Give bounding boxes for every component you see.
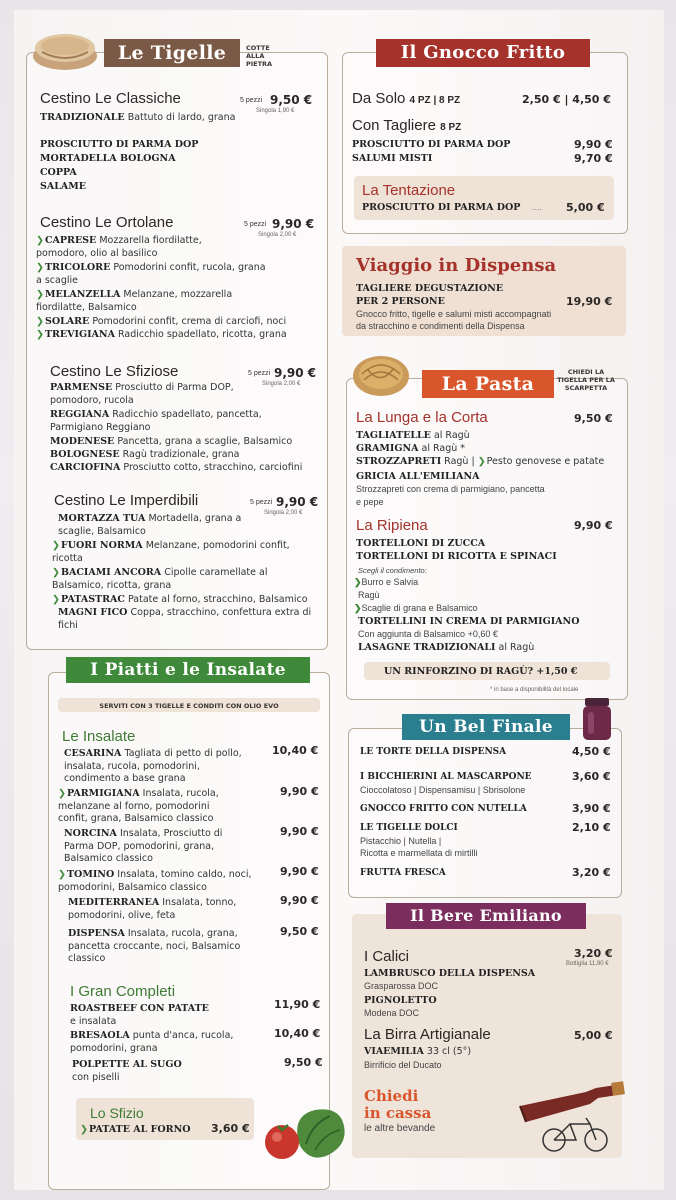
insalata-mediterranea: MEDITERRANEA Insalata, tonno, pomodorini, olive, feta: [68, 897, 237, 921]
completi-title: I Gran Completi: [70, 983, 176, 1000]
classiche-item-1: TRADIZIONALE Battuto di lardo, grana: [40, 112, 236, 123]
ortolane-item-3: ❯MELANZELLA Melanzane, mozzarella fiordilatte, Balsamico: [36, 289, 233, 313]
sfiziose-item-4: BOLOGNESE Ragù tradizionale, grana: [50, 449, 240, 460]
pasta-cond-2: Ragù: [358, 590, 380, 600]
classiche-title: Cestino Le Classiche: [40, 90, 181, 107]
finale-tigelle-dolci-desc: Pistacchio | Nutella |: [360, 836, 442, 846]
pasta-cond-1: ❯Burro e Salvia: [354, 577, 419, 587]
ripiena-title: La Ripiena: [356, 517, 428, 534]
bere-banner: Il Bere Emiliano: [386, 903, 586, 929]
finale-tigelle-dolci-price: 2,10 €: [572, 821, 611, 834]
ortolane-title: Cestino Le Ortolane: [40, 214, 174, 231]
sfiziose-price: 9,90 €: [274, 366, 317, 380]
tentazione-dots: ....: [532, 202, 543, 212]
finale-banner: Un Bel Finale: [402, 714, 570, 740]
bottle-bicycle-illustration: [516, 1078, 628, 1156]
ripiena-price: 9,90 €: [574, 519, 613, 532]
finale-torte-price: 4,50 €: [572, 745, 611, 758]
sfizio-item: ❯PATATE AL FORNO: [80, 1124, 191, 1135]
insalata-parmigiana-price: 9,90 €: [280, 785, 319, 798]
finale-gnocco-nutella: GNOCCO FRITTO CON NUTELLA: [360, 804, 527, 814]
pasta-nest-icon: [350, 346, 412, 398]
imperdibili-item-3: ❯BACIAMI ANCORA Cipolle caramellate al Balsamico, ricotta, grana: [52, 567, 268, 591]
pasta-gricia-desc-2: e pepe: [356, 497, 384, 507]
finale-bicchierini-price: 3,60 €: [572, 770, 611, 783]
finale-torte: LE TORTE DELLA DISPENSA: [360, 747, 507, 757]
piatti-banner: I Piatti e le Insalate: [66, 657, 310, 683]
viaggio-desc-2: da stracchino e condimenti della Dispensa: [356, 321, 525, 331]
insalata-cesarina-price: 10,40 €: [272, 744, 319, 757]
tentazione-price: 5,00 €: [566, 201, 605, 214]
classiche-item-3: MORTADELLA BOLOGNA: [40, 153, 176, 164]
ortolane-item-4: ❯SOLARE Pomodorini confit, crema di carciofi, noci: [36, 316, 287, 327]
completo-polpette: POLPETTE AL SUGO con piselli: [72, 1059, 182, 1083]
vegetables-illustration: [260, 1106, 350, 1162]
viaggio-desc-1: Gnocco fritto, tigelle e salumi misti accompagnati: [356, 309, 552, 319]
completo-roastbeef-price: 11,90 €: [274, 998, 321, 1011]
lunga-corta-title: La Lunga e la Corta: [356, 409, 488, 426]
imperdibili-single: Singola 2,00 €: [264, 510, 303, 516]
insalata-mediterranea-price: 9,90 €: [280, 894, 319, 907]
insalata-norcina: NORCINA Insalata, Prosciutto di Parma DOP, pomodorini, grana, Balsamico classico: [64, 828, 223, 864]
chiedi-line-1: Chiedi: [364, 1087, 419, 1105]
sfizio-price: 3,60 €: [211, 1122, 250, 1135]
bere-lambrusco: LAMBRUSCO DELLA DISPENSA: [364, 968, 536, 979]
viaggio-item-2: PER 2 PERSONE: [356, 296, 445, 307]
chiedi-line-3: le altre bevande: [364, 1123, 436, 1134]
finale-frutta: FRUTTA FRESCA: [360, 868, 446, 878]
finale-gnocco-nutella-price: 3,90 €: [572, 802, 611, 815]
classiche-price: 9,50 €: [270, 93, 313, 107]
completo-bresaola: BRESAOLA punta d'anca, rucola, pomodorini, grana: [70, 1030, 234, 1054]
ortolane-item-5: ❯TREVIGIANA Radicchio spadellato, ricotta, grana: [36, 329, 287, 340]
viaggio-item-1: TAGLIERE DEGUSTAZIONE: [356, 283, 504, 294]
classiche-single: Singola 1,90 €: [256, 108, 295, 114]
viaggio-price: 19,90 €: [566, 295, 613, 308]
ortolane-item-1: ❯CAPRESE Mozzarella fiordilatte, pomodoro, olio al basilico: [36, 235, 202, 259]
classiche-item-4: COPPA: [40, 167, 77, 178]
imperdibili-item-5: MAGNI FICO Coppa, stracchino, confettura extra di fichi: [58, 607, 312, 631]
ortolane-single: Singola 2,00 €: [258, 232, 297, 238]
calici-price: 3,20 €: [574, 947, 613, 960]
gnocco-tagliere: Con Tagliere 8 PZ: [352, 117, 462, 134]
pasta-tortelloni-zucca: TORTELLONI DI ZUCCA: [356, 538, 486, 549]
imperdibili-qty: 5 pezzi: [250, 499, 273, 506]
pasta-tortellini-desc: Con aggiunta di Balsamico +0,60 €: [358, 629, 498, 639]
sfiziose-title: Cestino Le Sfiziose: [50, 363, 179, 380]
gnocco-item-prosciutto-price: 9,90 €: [574, 138, 613, 151]
imperdibili-item-1: MORTAZZA TUA Mortadella, grana a scaglie, Balsamico: [58, 513, 242, 537]
finale-bicchierini: I BICCHIERINI AL MASCARPONE: [360, 772, 532, 782]
pasta-gricia-desc-1: Strozzapreti con crema di parmigiano, pancetta: [356, 484, 545, 494]
gnocco-item-salumi: SALUMI MISTI: [352, 153, 433, 164]
calici-bottiglia: Bottiglia 11,90 €: [566, 961, 609, 967]
insalata-cesarina: CESARINA Tagliata di petto di pollo, insalata, rucola, pomodorini, condimento a base grana: [64, 748, 242, 784]
insalata-dispensa-price: 9,50 €: [280, 925, 319, 938]
insalata-tomino-price: 9,90 €: [280, 865, 319, 878]
pasta-footnote: * in base a disponibilità del locale: [490, 687, 579, 693]
tigelle-banner: Le Tigelle: [104, 39, 240, 67]
sfiziose-item-2: REGGIANA Radicchio spadellato, pancetta, Parmigiano Reggiano: [50, 409, 262, 433]
imperdibili-price: 9,90 €: [276, 495, 319, 509]
tentazione-item: PROSCIUTTO DI PARMA DOP: [362, 202, 521, 213]
insalate-title: Le Insalate: [62, 728, 136, 745]
sfiziose-item-3: MODENESE Pancetta, grana a scaglie, Balsamico: [50, 436, 293, 447]
classiche-item-5: SALAME: [40, 181, 87, 192]
finale-frutta-price: 3,20 €: [572, 866, 611, 879]
completo-bresaola-price: 10,40 €: [274, 1027, 321, 1040]
insalata-dispensa: DISPENSA Insalata, rucola, grana, pancetta croccante, noci, Balsamico classico: [68, 928, 241, 964]
served-note: SERVITI CON 3 TIGELLE E CONDITI CON OLIO EVO: [99, 702, 279, 710]
birra-title: La Birra Artigianale: [364, 1026, 491, 1043]
sfiziose-qty: 5 pezzi: [248, 370, 271, 377]
ortolane-price: 9,90 €: [272, 217, 315, 231]
pasta-rinforzino: UN RINFORZINO DI RAGÙ? +1,50 €: [384, 666, 578, 677]
pasta-tortelloni-ricotta: TORTELLONI DI RICOTTA E SPINACI: [356, 551, 557, 562]
pasta-gricia: GRICIA ALL'EMILIANA: [356, 471, 480, 482]
bere-viaemilia: VIAEMILIA 33 cl (5°): [364, 1046, 472, 1057]
bere-pignoletto-desc: Modena DOC: [364, 1008, 420, 1018]
pasta-tagliatelle: TAGLIATELLE al Ragù: [356, 430, 470, 441]
gnocco-banner: Il Gnocco Fritto: [376, 39, 590, 67]
ortolane-qty: 5 pezzi: [244, 221, 267, 228]
insalata-norcina-price: 9,90 €: [280, 825, 319, 838]
gnocco-dasolo: Da Solo 4 PZ | 8 PZ: [352, 90, 461, 107]
finale-bicchierini-desc: Cioccolatoso | Dispensamisu | Sbrisolone: [360, 785, 526, 795]
pasta-tortellini: TORTELLINI IN CREMA DI PARMIGIANO: [358, 616, 580, 627]
sfiziose-single: Singola 2,00 €: [262, 381, 301, 387]
jam-jar-icon: [580, 696, 614, 742]
lunga-corta-price: 9,50 €: [574, 412, 613, 425]
calici-title: I Calici: [364, 948, 410, 965]
tentazione-title: La Tentazione: [362, 182, 456, 199]
imperdibili-item-2: ❯FUORI NORMA Melanzane, pomodorini confit, ricotta: [52, 540, 290, 564]
ortolane-item-2: ❯TRICOLORE Pomodorini confit, rucola, grana a scaglie: [36, 262, 266, 286]
classiche-qty: 5 pezzi: [240, 97, 263, 104]
tigelle-cotte-note: COTTE ALLA PIETRA: [246, 44, 273, 68]
pasta-gramigna: GRAMIGNA al Ragù *: [356, 443, 466, 454]
finale-tigelle-dolci-desc-2: Ricotta e marmellata di mirtilli: [360, 848, 478, 858]
birra-price: 5,00 €: [574, 1029, 613, 1042]
gnocco-item-prosciutto: PROSCIUTTO DI PARMA DOP: [352, 139, 511, 150]
bere-birrificio: Birrificio del Ducato: [364, 1060, 442, 1070]
pasta-cond-3: ❯Scaglie di grana e Balsamico: [354, 603, 478, 613]
pasta-lasagne: LASAGNE TRADIZIONALI al Ragù: [358, 642, 535, 653]
imperdibili-item-4: ❯PATASTRAC Patate al forno, stracchino, Balsamico: [52, 594, 308, 605]
sfizio-title: Lo Sfizio: [90, 1105, 144, 1121]
gnocco-dasolo-price: 2,50 € | 4,50 €: [522, 93, 611, 106]
insalata-parmigiana: ❯PARMIGIANA Insalata, rucola, melanzane al forno, pomodorini confit, grana, Balsamico classico: [58, 788, 219, 824]
completo-polpette-price: 9,50 €: [284, 1056, 323, 1069]
imperdibili-title: Cestino Le Imperdibili: [54, 492, 199, 509]
chiedi-line-2: in cassa: [364, 1104, 432, 1122]
insalata-tomino: ❯TOMINO Insalata, tomino caldo, noci, pomodorini, Balsamico classico: [58, 869, 252, 893]
bere-pignoletto: PIGNOLETTO: [364, 995, 437, 1006]
pasta-condimento-label: Scegli il condimento:: [358, 566, 427, 575]
viaggio-title: Viaggio in Dispensa: [356, 255, 557, 276]
sfiziose-item-1: PARMENSE Prosciutto di Parma DOP, pomodoro, rucola: [50, 382, 234, 406]
pasta-scarpetta-note: CHIEDI LA TIGELLA PER LA SCARPETTA: [557, 368, 615, 392]
bere-lambrusco-desc: Grasparossa DOC: [364, 981, 439, 991]
sfiziose-item-5: CARCIOFINA Prosciutto cotto, stracchino, carciofini: [50, 462, 303, 473]
gnocco-item-salumi-price: 9,70 €: [574, 152, 613, 165]
pasta-strozzapreti: STROZZAPRETI Ragù | ❯Pesto genovese e patate: [356, 456, 605, 467]
pasta-banner: La Pasta: [422, 370, 554, 398]
finale-tigelle-dolci: LE TIGELLE DOLCI: [360, 823, 458, 833]
completo-roastbeef: ROASTBEEF CON PATATE e insalata: [70, 1003, 209, 1027]
classiche-item-2: PROSCIUTTO DI PARMA DOP: [40, 139, 199, 150]
tigella-bread-icon: [30, 24, 100, 74]
menu-sheet: [14, 10, 664, 1190]
